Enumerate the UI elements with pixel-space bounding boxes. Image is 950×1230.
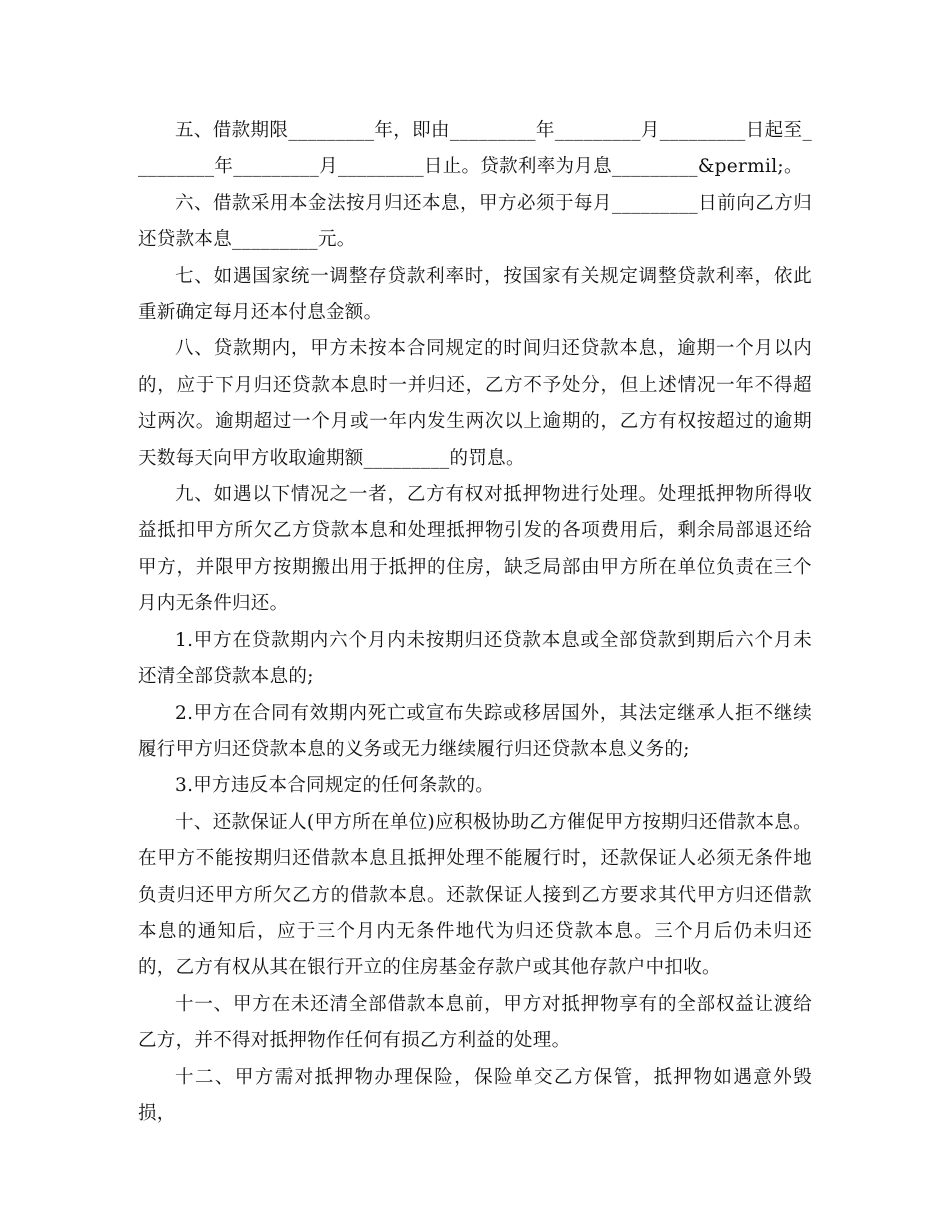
paragraph-clause-11: 十一、甲方在未还清全部借款本息前，甲方对抵押物享有的全部权益让渡给乙方，并不得对抵押物作任何有损乙方利益的处理。 (138, 993, 812, 1052)
paragraph-clause-9: 九、如遇以下情况之一者，乙方有权对抵押物进行处理。处理抵押物所得收益抵扣甲方所欠乙方贷款本息和处理抵押物引发的各项费用后，剩余局部退还给甲方，并限甲方按期搬出用于抵押的住房，缺乏局部由甲方所在单位负责在三个月内无条件归还。 (138, 484, 812, 615)
paragraph-clause-7: 七、如遇国家统一调整存贷款利率时，按国家有关规定调整贷款利率，依此重新确定每月还本付息金额。 (138, 265, 812, 324)
paragraph-item-3: 3.甲方违反本合同规定的任何条款的。 (175, 775, 495, 797)
paragraph-item-1: 1.甲方在贷款期内六个月内未按期归还贷款本息或全部贷款到期后六个月未还清全部贷款本息的; (138, 629, 812, 688)
paragraph-item-2: 2.甲方在合同有效期内死亡或宣布失踪或移居国外，其法定继承人拒不继续履行甲方归还贷款本息的义务或无力继续履行归还贷款本息义务的; (138, 702, 812, 760)
document-body (138, 113, 812, 1132)
paragraph-clause-8: 八、贷款期内，甲方未按本合同规定的时间归还贷款本息，逾期一个月以内的，应于下月归还贷款本息时一并归还，乙方不予处分，但上述情况一年不得超过两次。逾期超过一个月或一年内发生两次以上逾期的，乙方有权按超过的逾期天数每天向甲方收取逾期额_________的罚息。 (138, 338, 812, 469)
paragraph-clause-12: 十二、甲方需对抵押物办理保险，保险单交乙方保管，抵押物如遇意外毁损， (138, 1066, 812, 1124)
paragraph-clause-10: 十、还款保证人(甲方所在单位)应积极协助乙方催促甲方按期归还借款本息。在甲方不能按期归还借款本息且抵押处理不能履行时，还款保证人必须无条件地负责归还甲方所欠乙方的借款本息。还款保证人接到乙方要求其代甲方归还借款本息的通知后，应于三个月内无条件地代为归还贷款本息。三个月后仍未归还的，乙方有权从其在银行开立的住房基金存款户或其他存款户中扣收。 (138, 811, 812, 979)
paragraph-clause-5: 五、借款期限_________年，即由_________年_________月_________日起至_________年_________月_________日止。贷款利率为月息_________&permil;。 (138, 120, 812, 178)
paragraph-clause-6: 六、借款采用本金法按月归还本息，甲方必须于每月_________日前向乙方归还贷款本息_________元。 (138, 192, 812, 251)
